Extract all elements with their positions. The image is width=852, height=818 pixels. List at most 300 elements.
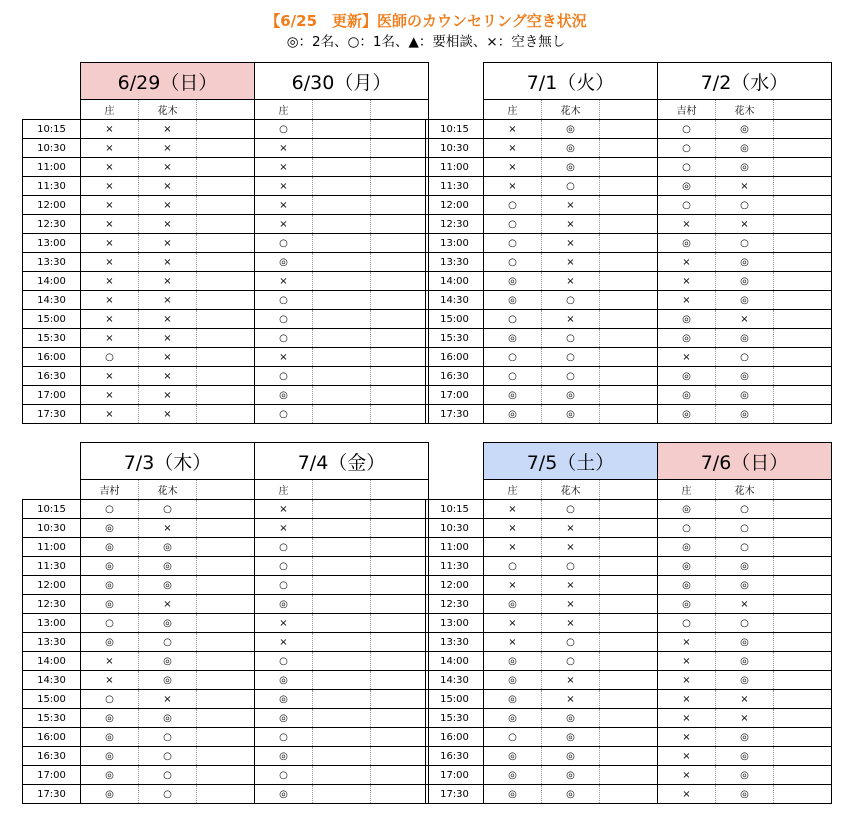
- time-row: [426, 652, 832, 671]
- time-row: [426, 671, 832, 690]
- availability-cell: ○: [81, 348, 139, 367]
- availability-cell: ×: [81, 120, 139, 139]
- doctor-name: 花木: [542, 480, 600, 500]
- availability-cell: [774, 386, 832, 405]
- availability-cell: ×: [542, 310, 600, 329]
- doctor-name: 花木: [716, 480, 774, 500]
- availability-cell: [371, 329, 429, 348]
- time-slot: 13:30: [426, 633, 484, 652]
- availability-cell: ×: [658, 215, 716, 234]
- availability-cell: ◎: [658, 386, 716, 405]
- availability-cell: ○: [81, 614, 139, 633]
- availability-cell: ◎: [716, 367, 774, 386]
- time-row: [426, 348, 832, 367]
- time-slot: 12:30: [23, 595, 81, 614]
- doctor-header-row: [23, 480, 429, 500]
- time-slot: 14:00: [426, 272, 484, 291]
- day-header: 6/30（月）: [255, 63, 429, 100]
- availability-cell: ◎: [484, 272, 542, 291]
- availability-cell: [600, 367, 658, 386]
- availability-cell: ×: [484, 633, 542, 652]
- availability-cell: ×: [81, 652, 139, 671]
- availability-cell: [600, 329, 658, 348]
- availability-cell: [600, 196, 658, 215]
- availability-cell: ◎: [81, 519, 139, 538]
- doctor-header-row: [426, 100, 832, 120]
- availability-cell: ×: [255, 158, 313, 177]
- availability-cell: ◎: [542, 766, 600, 785]
- availability-cell: [313, 766, 371, 785]
- availability-cell: ×: [484, 139, 542, 158]
- availability-cell: [600, 595, 658, 614]
- availability-cell: [313, 367, 371, 386]
- time-row: [23, 348, 429, 367]
- availability-cell: [197, 310, 255, 329]
- time-row: [426, 405, 832, 424]
- availability-cell: ×: [255, 196, 313, 215]
- availability-cell: ◎: [716, 291, 774, 310]
- availability-cell: [774, 747, 832, 766]
- day-header-row: [23, 63, 429, 100]
- availability-cell: [313, 671, 371, 690]
- availability-cell: ◎: [484, 291, 542, 310]
- time-slot: 10:15: [23, 500, 81, 519]
- availability-cell: ×: [716, 215, 774, 234]
- day-header: 7/5（土）: [484, 443, 658, 480]
- time-slot: 11:00: [23, 538, 81, 557]
- availability-cell: ◎: [139, 671, 197, 690]
- availability-cell: [371, 785, 429, 804]
- doctor-name: 庄: [255, 480, 313, 500]
- availability-cell: [197, 633, 255, 652]
- time-row: [23, 139, 429, 158]
- availability-cell: [313, 519, 371, 538]
- availability-cell: ◎: [542, 405, 600, 424]
- availability-cell: ◎: [658, 367, 716, 386]
- availability-cell: [600, 766, 658, 785]
- availability-cell: ◎: [255, 785, 313, 804]
- availability-cell: [197, 766, 255, 785]
- availability-cell: [600, 139, 658, 158]
- time-row: [23, 538, 429, 557]
- availability-cell: [774, 785, 832, 804]
- availability-cell: ◎: [716, 253, 774, 272]
- availability-cell: [774, 405, 832, 424]
- availability-cell: [313, 500, 371, 519]
- availability-cell: [371, 405, 429, 424]
- schedule-table: [425, 62, 832, 424]
- availability-cell: [600, 215, 658, 234]
- availability-cell: ×: [139, 291, 197, 310]
- availability-cell: ×: [542, 595, 600, 614]
- time-row: [426, 747, 832, 766]
- time-row: [426, 595, 832, 614]
- header-spacer: [426, 443, 484, 480]
- time-row: [23, 405, 429, 424]
- availability-cell: ○: [255, 234, 313, 253]
- availability-cell: [371, 291, 429, 310]
- time-slot: 10:30: [23, 519, 81, 538]
- availability-cell: [197, 253, 255, 272]
- availability-cell: ○: [542, 633, 600, 652]
- availability-cell: ◎: [716, 785, 774, 804]
- availability-cell: [774, 139, 832, 158]
- availability-cell: ×: [139, 690, 197, 709]
- availability-cell: ◎: [658, 500, 716, 519]
- availability-cell: ×: [255, 519, 313, 538]
- availability-cell: [600, 158, 658, 177]
- availability-cell: [774, 177, 832, 196]
- availability-cell: [600, 557, 658, 576]
- availability-cell: ×: [81, 386, 139, 405]
- availability-cell: [600, 728, 658, 747]
- availability-cell: ○: [139, 785, 197, 804]
- availability-cell: ◎: [716, 329, 774, 348]
- header-spacer: [23, 63, 81, 100]
- availability-cell: [313, 386, 371, 405]
- availability-cell: ◎: [484, 766, 542, 785]
- availability-cell: ◎: [255, 386, 313, 405]
- availability-cell: ○: [484, 215, 542, 234]
- doctor-name: [600, 480, 658, 500]
- availability-cell: [197, 120, 255, 139]
- availability-cell: [197, 177, 255, 196]
- availability-cell: ○: [542, 500, 600, 519]
- availability-cell: [371, 690, 429, 709]
- availability-cell: ◎: [484, 652, 542, 671]
- availability-cell: [774, 120, 832, 139]
- time-slot: 11:30: [426, 177, 484, 196]
- availability-cell: ◎: [81, 785, 139, 804]
- availability-cell: ×: [484, 538, 542, 557]
- availability-cell: [197, 709, 255, 728]
- time-slot: 15:00: [426, 690, 484, 709]
- availability-cell: [371, 253, 429, 272]
- time-slot: 16:30: [23, 747, 81, 766]
- availability-cell: ○: [658, 196, 716, 215]
- time-slot: 17:00: [426, 766, 484, 785]
- availability-cell: ×: [255, 139, 313, 158]
- schedule-table: [22, 62, 429, 424]
- availability-cell: [197, 652, 255, 671]
- time-slot: 17:30: [23, 405, 81, 424]
- availability-cell: ◎: [658, 329, 716, 348]
- availability-cell: ×: [255, 215, 313, 234]
- time-row: [23, 500, 429, 519]
- availability-cell: [197, 519, 255, 538]
- availability-cell: [774, 709, 832, 728]
- availability-cell: [371, 215, 429, 234]
- availability-cell: [371, 633, 429, 652]
- availability-cell: ×: [139, 329, 197, 348]
- availability-cell: ×: [658, 766, 716, 785]
- availability-cell: ○: [255, 310, 313, 329]
- time-slot: 12:00: [426, 576, 484, 595]
- availability-cell: [313, 652, 371, 671]
- availability-cell: ◎: [81, 709, 139, 728]
- doctor-header-row: [23, 100, 429, 120]
- time-slot: 14:30: [23, 291, 81, 310]
- availability-cell: ○: [139, 728, 197, 747]
- availability-cell: ◎: [716, 405, 774, 424]
- time-row: [23, 215, 429, 234]
- availability-cell: ○: [484, 728, 542, 747]
- time-slot: 11:30: [23, 177, 81, 196]
- availability-cell: ×: [81, 215, 139, 234]
- availability-cell: [313, 538, 371, 557]
- availability-cell: ◎: [716, 158, 774, 177]
- availability-cell: ×: [139, 177, 197, 196]
- time-row: [426, 709, 832, 728]
- doctor-name: [313, 480, 371, 500]
- availability-cell: [197, 234, 255, 253]
- availability-cell: [313, 690, 371, 709]
- availability-cell: ×: [139, 253, 197, 272]
- availability-cell: ○: [255, 329, 313, 348]
- time-slot: 14:00: [23, 652, 81, 671]
- availability-cell: ○: [255, 557, 313, 576]
- time-row: [426, 291, 832, 310]
- time-row: [23, 671, 429, 690]
- time-slot: 14:30: [426, 291, 484, 310]
- availability-cell: [600, 785, 658, 804]
- availability-cell: [371, 671, 429, 690]
- time-row: [426, 234, 832, 253]
- availability-cell: ◎: [81, 766, 139, 785]
- availability-cell: ◎: [139, 538, 197, 557]
- availability-cell: ◎: [81, 633, 139, 652]
- availability-cell: ×: [255, 348, 313, 367]
- availability-cell: ◎: [484, 405, 542, 424]
- availability-cell: [371, 576, 429, 595]
- time-row: [426, 310, 832, 329]
- availability-cell: [313, 253, 371, 272]
- availability-cell: [371, 538, 429, 557]
- availability-cell: ×: [139, 158, 197, 177]
- time-row: [23, 747, 429, 766]
- time-row: [426, 557, 832, 576]
- availability-cell: ○: [542, 557, 600, 576]
- availability-cell: [774, 614, 832, 633]
- time-slot: 12:30: [426, 595, 484, 614]
- availability-cell: ×: [139, 196, 197, 215]
- availability-cell: [600, 253, 658, 272]
- availability-cell: ◎: [81, 728, 139, 747]
- availability-cell: ◎: [139, 709, 197, 728]
- availability-cell: [313, 728, 371, 747]
- availability-cell: ×: [81, 139, 139, 158]
- time-slot: 13:00: [23, 234, 81, 253]
- day-header-row: [23, 443, 429, 480]
- availability-cell: ×: [484, 614, 542, 633]
- availability-cell: ×: [658, 348, 716, 367]
- header-spacer: [23, 480, 81, 500]
- availability-cell: ○: [716, 519, 774, 538]
- availability-cell: ◎: [484, 671, 542, 690]
- availability-cell: ○: [716, 614, 774, 633]
- availability-cell: [313, 329, 371, 348]
- availability-cell: ○: [484, 348, 542, 367]
- availability-cell: ×: [255, 272, 313, 291]
- availability-cell: [197, 728, 255, 747]
- availability-cell: [197, 690, 255, 709]
- availability-cell: ×: [716, 177, 774, 196]
- availability-cell: ×: [542, 614, 600, 633]
- availability-cell: ○: [484, 253, 542, 272]
- time-slot: 10:30: [426, 139, 484, 158]
- availability-cell: [600, 386, 658, 405]
- day-header-row: [426, 443, 832, 480]
- availability-cell: ×: [81, 253, 139, 272]
- availability-cell: ○: [716, 196, 774, 215]
- time-slot: 11:30: [426, 557, 484, 576]
- header-spacer: [23, 443, 81, 480]
- availability-cell: ◎: [658, 234, 716, 253]
- availability-cell: ×: [658, 291, 716, 310]
- availability-cell: ×: [81, 291, 139, 310]
- time-row: [23, 519, 429, 538]
- availability-cell: ×: [255, 614, 313, 633]
- availability-cell: ◎: [658, 310, 716, 329]
- availability-cell: ×: [484, 177, 542, 196]
- availability-cell: [197, 386, 255, 405]
- availability-cell: [774, 633, 832, 652]
- time-row: [23, 709, 429, 728]
- availability-cell: ×: [484, 519, 542, 538]
- time-row: [426, 139, 832, 158]
- availability-cell: ○: [255, 652, 313, 671]
- availability-cell: ×: [658, 709, 716, 728]
- availability-cell: [600, 500, 658, 519]
- availability-cell: ◎: [658, 177, 716, 196]
- availability-cell: [197, 614, 255, 633]
- availability-cell: [600, 709, 658, 728]
- availability-cell: ◎: [542, 785, 600, 804]
- time-row: [23, 557, 429, 576]
- time-slot: 14:00: [23, 272, 81, 291]
- availability-cell: [600, 538, 658, 557]
- availability-cell: [600, 291, 658, 310]
- availability-cell: [774, 367, 832, 386]
- time-row: [426, 253, 832, 272]
- day-header: 7/2（水）: [658, 63, 832, 100]
- doctor-name: [197, 480, 255, 500]
- time-slot: 14:30: [23, 671, 81, 690]
- availability-cell: ◎: [716, 557, 774, 576]
- availability-cell: ○: [542, 348, 600, 367]
- availability-cell: [600, 177, 658, 196]
- availability-cell: ×: [139, 595, 197, 614]
- availability-cell: [774, 519, 832, 538]
- availability-cell: ◎: [716, 728, 774, 747]
- availability-cell: [371, 652, 429, 671]
- availability-cell: ○: [484, 310, 542, 329]
- availability-cell: ×: [81, 272, 139, 291]
- availability-cell: [774, 690, 832, 709]
- availability-cell: [313, 291, 371, 310]
- availability-cell: [197, 158, 255, 177]
- time-row: [23, 728, 429, 747]
- availability-cell: ◎: [542, 158, 600, 177]
- availability-cell: [600, 614, 658, 633]
- availability-cell: ○: [658, 120, 716, 139]
- time-slot: 15:00: [23, 310, 81, 329]
- availability-cell: [197, 215, 255, 234]
- time-slot: 12:00: [23, 196, 81, 215]
- availability-cell: ○: [716, 500, 774, 519]
- time-row: [23, 367, 429, 386]
- time-slot: 10:15: [23, 120, 81, 139]
- availability-cell: [600, 272, 658, 291]
- availability-cell: [600, 120, 658, 139]
- time-slot: 11:00: [23, 158, 81, 177]
- availability-cell: ×: [139, 386, 197, 405]
- availability-cell: ○: [542, 177, 600, 196]
- time-slot: 12:30: [426, 215, 484, 234]
- availability-cell: ◎: [716, 272, 774, 291]
- time-slot: 15:30: [23, 709, 81, 728]
- availability-cell: [197, 329, 255, 348]
- availability-cell: ◎: [542, 728, 600, 747]
- time-slot: 16:00: [23, 728, 81, 747]
- availability-cell: ◎: [484, 386, 542, 405]
- doctor-name: [197, 100, 255, 120]
- time-row: [23, 196, 429, 215]
- availability-cell: ○: [255, 367, 313, 386]
- time-slot: 13:00: [426, 614, 484, 633]
- time-row: [426, 614, 832, 633]
- availability-cell: [313, 196, 371, 215]
- availability-cell: ○: [255, 405, 313, 424]
- time-slot: 12:00: [426, 196, 484, 215]
- availability-cell: ◎: [255, 747, 313, 766]
- header-spacer: [426, 100, 484, 120]
- availability-cell: [774, 500, 832, 519]
- availability-cell: ◎: [716, 652, 774, 671]
- day-header: 7/3（木）: [81, 443, 255, 480]
- availability-cell: ◎: [484, 329, 542, 348]
- availability-cell: [774, 158, 832, 177]
- time-row: [23, 386, 429, 405]
- doctor-name: [371, 480, 429, 500]
- availability-cell: [774, 557, 832, 576]
- availability-cell: ○: [658, 614, 716, 633]
- availability-cell: ◎: [716, 633, 774, 652]
- availability-cell: ◎: [484, 709, 542, 728]
- availability-cell: ×: [255, 177, 313, 196]
- time-row: [426, 367, 832, 386]
- availability-cell: [371, 709, 429, 728]
- time-row: [23, 234, 429, 253]
- availability-cell: ◎: [716, 139, 774, 158]
- header-spacer: [426, 480, 484, 500]
- availability-cell: [313, 177, 371, 196]
- availability-cell: ○: [542, 652, 600, 671]
- time-row: [426, 196, 832, 215]
- time-slot: 17:30: [426, 405, 484, 424]
- time-row: [23, 291, 429, 310]
- availability-cell: [313, 709, 371, 728]
- doctor-name: 庄: [255, 100, 313, 120]
- availability-cell: ◎: [255, 595, 313, 614]
- availability-cell: ◎: [81, 747, 139, 766]
- availability-cell: [313, 747, 371, 766]
- doctor-name: 花木: [542, 100, 600, 120]
- availability-cell: [197, 576, 255, 595]
- time-row: [426, 120, 832, 139]
- availability-cell: ◎: [542, 747, 600, 766]
- doctor-name: 吉村: [658, 100, 716, 120]
